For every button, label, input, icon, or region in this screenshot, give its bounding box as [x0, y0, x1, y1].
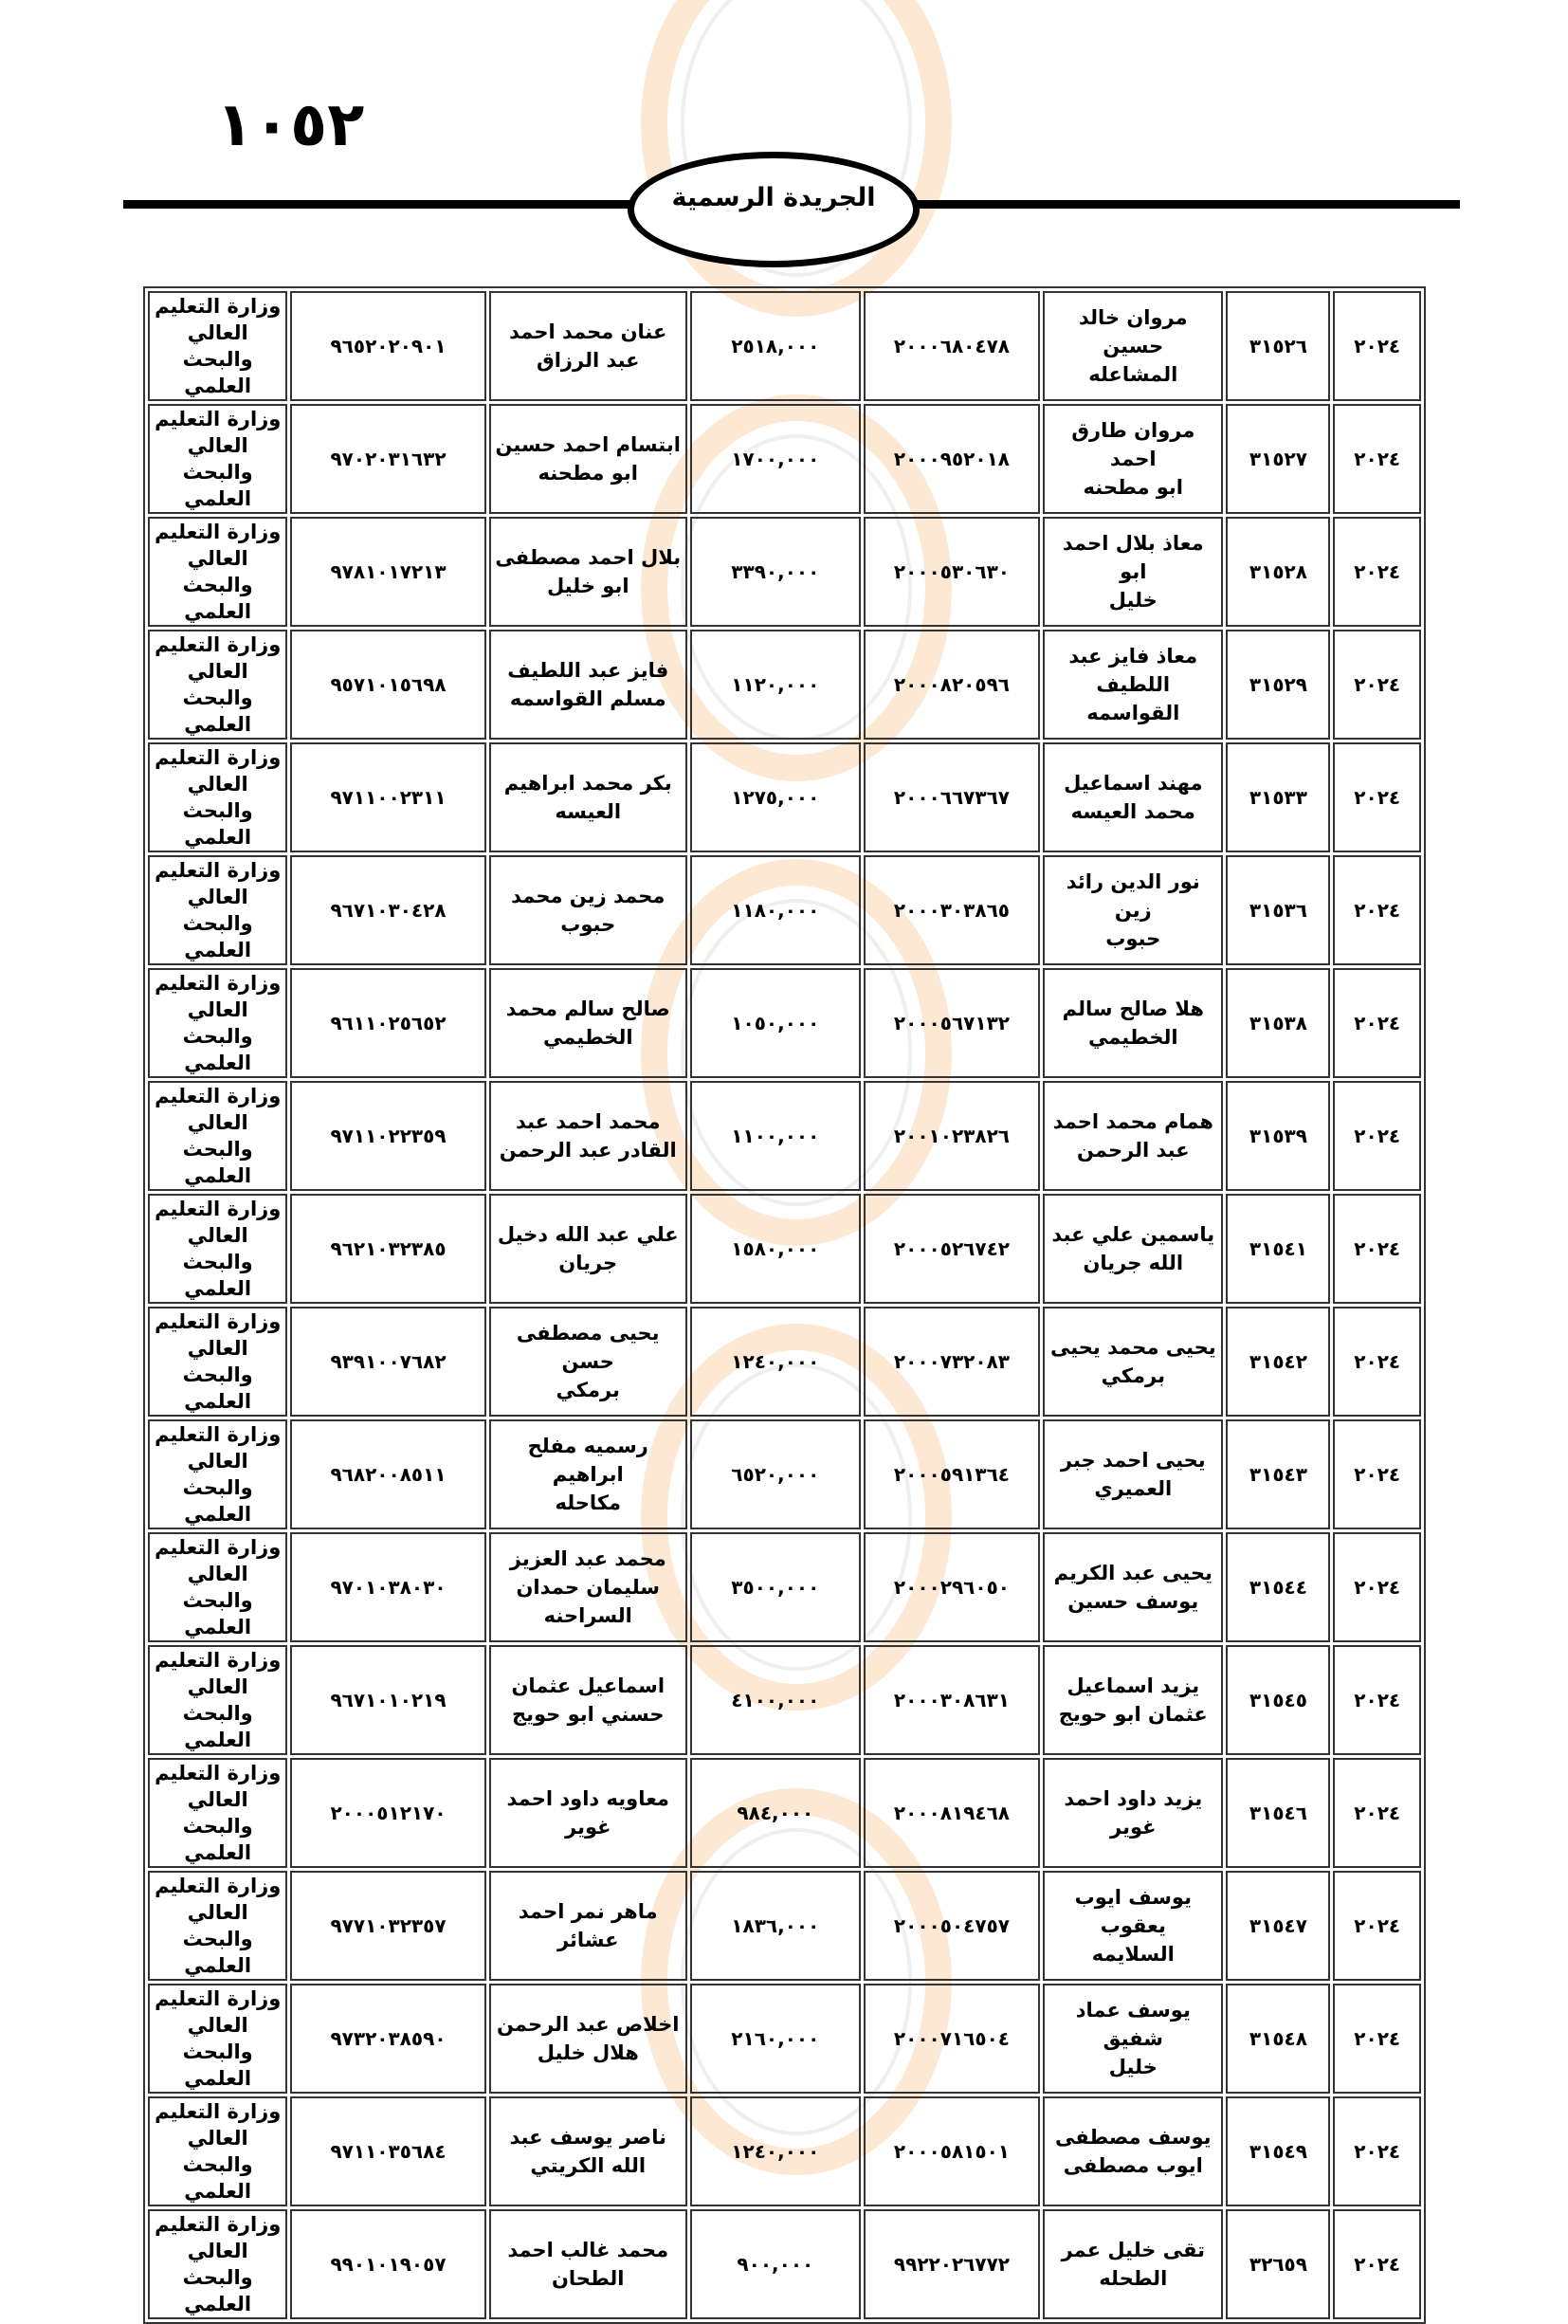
beneficiary-name-cell-line: مسلم القواسمه	[509, 687, 666, 710]
student-name-cell	[1043, 1984, 1223, 2094]
entity-cell	[148, 404, 287, 514]
beneficiary-name-cell	[489, 1194, 687, 1304]
entity-cell-line: العالي والبحث	[182, 660, 253, 709]
account-number-cell: ٩٦٨٢٠٠٨٥١١	[290, 1419, 485, 1529]
table-row	[148, 1645, 1421, 1755]
beneficiary-name-cell-line: صالح سالم محمد	[505, 997, 670, 1020]
student-name-cell-line: غوير	[1110, 1816, 1157, 1839]
student-name-cell	[1043, 1645, 1223, 1755]
year-cell: ٢٠٢٤	[1333, 855, 1421, 965]
national-id-cell: ٢٠٠١٠٢٣٨٢٦	[864, 1081, 1040, 1191]
beneficiary-name-cell-line: بلال احمد مصطفى	[495, 546, 682, 569]
table-row	[148, 855, 1421, 965]
record-number-cell: ٣١٥٣٦	[1226, 855, 1330, 965]
beneficiary-name-cell-line: العيسه	[555, 800, 622, 823]
year-cell: ٢٠٢٤	[1333, 1645, 1421, 1755]
national-id-cell: ٩٩٢٢٠٢٦٧٧٢	[864, 2209, 1040, 2319]
record-number-cell: ٣١٥٤٩	[1226, 2096, 1330, 2206]
entity-cell-line: العالي والبحث	[182, 1224, 253, 1273]
entity-cell-line: العلمي	[184, 2067, 252, 2090]
beneficiary-name-cell-line: محمد عبد العزيز	[509, 1547, 666, 1570]
amount-cell: ١٨٣٦,٠٠٠	[690, 1871, 861, 1981]
beneficiary-name-cell-line: السراحنه	[543, 1604, 632, 1627]
student-name-cell	[1043, 742, 1223, 852]
student-name-cell-line: هلا صالح سالم	[1062, 997, 1204, 1020]
beneficiary-name-cell-line: سليمان حمدان	[516, 1576, 660, 1599]
account-number-cell: ٩٦٧١٠٣٠٤٢٨	[290, 855, 485, 965]
record-number-cell: ٣١٥٤٧	[1226, 1871, 1330, 1981]
table-row	[148, 1758, 1421, 1868]
national-id-cell: ٢٠٠٠٧٣٢٠٨٣	[864, 1307, 1040, 1417]
account-number-cell: ٩٩٠١٠١٩٠٥٧	[290, 2209, 485, 2319]
entity-cell-line: وزارة التعليم	[155, 633, 282, 656]
table-row	[148, 742, 1421, 852]
entity-cell	[148, 1871, 287, 1981]
entity-cell-line: العلمي	[184, 1954, 252, 1977]
amount-cell: ٣٥٠٠,٠٠٠	[690, 1532, 861, 1642]
amount-cell: ١٧٠٠,٠٠٠	[690, 404, 861, 514]
account-number-cell: ٩٥٧١٠١٥٦٩٨	[290, 630, 485, 740]
beneficiary-name-cell-line: ابتسام احمد حسين	[495, 433, 681, 456]
entity-cell	[148, 630, 287, 740]
beneficiary-name-cell-line: ابو مطحنه	[538, 462, 638, 485]
student-name-cell	[1043, 1194, 1223, 1304]
entity-cell-line: وزارة التعليم	[155, 1987, 282, 2010]
beneficiary-name-cell	[489, 1419, 687, 1529]
entity-cell-line: العالي والبحث	[182, 1901, 253, 1950]
beneficiary-name-cell-line: برمكي	[556, 1379, 620, 1401]
beneficiary-name-cell	[489, 855, 687, 965]
student-name-cell	[1043, 630, 1223, 740]
year-cell: ٢٠٢٤	[1333, 1307, 1421, 1417]
year-cell: ٢٠٢٤	[1333, 404, 1421, 514]
amount-cell: ١٠٥٠,٠٠٠	[690, 968, 861, 1078]
entity-cell-line: العلمي	[184, 600, 252, 623]
records-table	[143, 286, 1426, 2324]
entity-cell-line: العلمي	[184, 939, 252, 961]
entity-cell-line: العالي والبحث	[182, 886, 253, 935]
student-name-cell-line: برمكي	[1101, 1364, 1165, 1387]
entity-cell-line: العلمي	[184, 1164, 252, 1187]
beneficiary-name-cell-line: القادر عبد الرحمن	[499, 1139, 677, 1162]
student-name-cell	[1043, 1871, 1223, 1981]
entity-cell-line: وزارة التعليم	[155, 1198, 282, 1220]
student-name-cell-line: خليل	[1108, 589, 1158, 612]
record-number-cell: ٣١٥٣٣	[1226, 742, 1330, 852]
student-name-cell-line: مهند اسماعيل	[1064, 772, 1203, 795]
beneficiary-name-cell	[489, 1532, 687, 1642]
year-cell: ٢٠٢٤	[1333, 968, 1421, 1078]
entity-cell-line: العالي والبحث	[182, 773, 253, 822]
entity-cell	[148, 1081, 287, 1191]
entity-cell-line: العالي والبحث	[182, 547, 253, 596]
entity-cell-line: وزارة التعليم	[155, 1875, 282, 1897]
record-number-cell: ٣١٥٤٦	[1226, 1758, 1330, 1868]
year-cell: ٢٠٢٤	[1333, 1984, 1421, 2094]
beneficiary-name-cell	[489, 1645, 687, 1755]
student-name-cell-line: عثمان ابو حويج	[1058, 1703, 1208, 1726]
entity-cell-line: العالي والبحث	[182, 434, 253, 484]
entity-cell	[148, 517, 287, 627]
page-number: ١٠٥٢	[216, 90, 365, 160]
entity-cell-line: العالي والبحث	[182, 998, 253, 1048]
national-id-cell: ٢٠٠٠٥٨١٥٠١	[864, 2096, 1040, 2206]
gazette-title: الجريدة الرسمية	[671, 183, 876, 212]
amount-cell: ٩٠٠,٠٠٠	[690, 2209, 861, 2319]
national-id-cell: ٢٠٠٠٣٠٨٦٣١	[864, 1645, 1040, 1755]
student-name-cell-line: يحيى محمد يحيى	[1049, 1336, 1216, 1359]
student-name-cell	[1043, 1758, 1223, 1868]
student-name-cell-line: محمد العيسه	[1070, 800, 1195, 823]
table-row	[148, 1984, 1421, 2094]
amount-cell: ١١٢٠,٠٠٠	[690, 630, 861, 740]
beneficiary-name-cell	[489, 404, 687, 514]
account-number-cell: ٢٠٠٠٥١٢١٧٠	[290, 1758, 485, 1868]
entity-cell-line: العلمي	[184, 1277, 252, 1300]
student-name-cell-line: معاذ فايز عبد	[1068, 645, 1198, 668]
record-number-cell: ٣٢٦٥٩	[1226, 2209, 1330, 2319]
amount-cell: ٣٣٩٠,٠٠٠	[690, 517, 861, 627]
beneficiary-name-cell	[489, 2096, 687, 2206]
entity-cell-line: العلمي	[184, 1052, 252, 1074]
national-id-cell: ٢٠٠٠٦٨٠٤٧٨	[864, 291, 1040, 401]
entity-cell-line: العلمي	[184, 375, 252, 397]
beneficiary-name-cell-line: محمد احمد عبد	[515, 1110, 661, 1133]
entity-cell-line: وزارة التعليم	[155, 521, 282, 543]
account-number-cell: ٩٦٢١٠٣٢٣٨٥	[290, 1194, 485, 1304]
beneficiary-name-cell-line: مكاحله	[555, 1491, 622, 1514]
entity-cell-line: العلمي	[184, 1390, 252, 1413]
entity-cell-line: وزارة التعليم	[155, 1085, 282, 1107]
beneficiary-name-cell-line: اسماعيل عثمان	[511, 1674, 665, 1697]
beneficiary-name-cell	[489, 1307, 687, 1417]
entity-cell-line: العالي والبحث	[182, 1111, 253, 1161]
amount-cell: ٤١٠٠,٠٠٠	[690, 1645, 861, 1755]
entity-cell-line: وزارة التعليم	[155, 1310, 282, 1333]
beneficiary-name-cell-line: اخلاص عبد الرحمن	[497, 2013, 680, 2036]
student-name-cell-line: السلايمه	[1091, 1943, 1175, 1966]
beneficiary-name-cell	[489, 291, 687, 401]
student-name-cell	[1043, 404, 1223, 514]
entity-cell-line: وزارة التعليم	[155, 408, 282, 430]
student-name-cell-line: يوسف ايوب يعقوب	[1074, 1886, 1192, 1937]
entity-cell-line: وزارة التعليم	[155, 1649, 282, 1672]
national-id-cell: ٢٠٠٠٥٩١٣٦٤	[864, 1419, 1040, 1529]
student-name-cell-line: اللطيف القواسمه	[1086, 673, 1180, 724]
account-number-cell: ٩٧٧١٠٣٢٣٥٧	[290, 1871, 485, 1981]
beneficiary-name-cell-line: ناصر يوسف عبد	[509, 2126, 666, 2149]
national-id-cell: ٢٠٠٠٦٦٧٣٦٧	[864, 742, 1040, 852]
student-name-cell	[1043, 2096, 1223, 2206]
student-name-cell-line: الطحله	[1099, 2267, 1168, 2290]
account-number-cell: ٩٦٥٢٠٢٠٩٠١	[290, 291, 485, 401]
student-name-cell-line: يوسف مصطفى	[1055, 2126, 1212, 2149]
student-name-cell-line: يوسف حسين	[1067, 1590, 1199, 1613]
table-row	[148, 1307, 1421, 1417]
account-number-cell: ٩٧٣٢٠٣٨٥٩٠	[290, 1984, 485, 2094]
record-number-cell: ٣١٥٢٦	[1226, 291, 1330, 401]
beneficiary-name-cell-line: الخطيمي	[542, 1026, 633, 1049]
entity-cell	[148, 1532, 287, 1642]
entity-cell-line: وزارة التعليم	[155, 1762, 282, 1784]
entity-cell-line: وزارة التعليم	[155, 1536, 282, 1559]
entity-cell	[148, 968, 287, 1078]
amount-cell: ١١٠٠,٠٠٠	[690, 1081, 861, 1191]
beneficiary-name-cell	[489, 742, 687, 852]
year-cell: ٢٠٢٤	[1333, 1194, 1421, 1304]
student-name-cell-line: الله جريان	[1083, 1252, 1184, 1274]
student-name-cell	[1043, 1081, 1223, 1191]
records-table-container	[143, 286, 1426, 2324]
entity-cell-line: العلمي	[184, 487, 252, 510]
entity-cell-line: وزارة التعليم	[155, 859, 282, 882]
student-name-cell	[1043, 1307, 1223, 1417]
student-name-cell-line: يحيى احمد جبر	[1060, 1449, 1206, 1472]
table-row	[148, 291, 1421, 401]
beneficiary-name-cell-line: محمد زين محمد	[511, 885, 665, 907]
beneficiary-name-cell-line: فايز عبد اللطيف	[507, 659, 669, 682]
beneficiary-name-cell	[489, 2209, 687, 2319]
student-name-cell-line: همام محمد احمد	[1052, 1110, 1213, 1133]
entity-cell-line: وزارة التعليم	[155, 972, 282, 995]
amount-cell: ١٥٨٠,٠٠٠	[690, 1194, 861, 1304]
national-id-cell: ٢٠٠٠٥٢٦٧٤٢	[864, 1194, 1040, 1304]
entity-cell-line: العالي والبحث	[182, 2240, 253, 2289]
year-cell: ٢٠٢٤	[1333, 1532, 1421, 1642]
beneficiary-name-cell	[489, 968, 687, 1078]
beneficiary-name-cell	[489, 1081, 687, 1191]
entity-cell-line: وزارة التعليم	[155, 746, 282, 769]
beneficiary-name-cell-line: يحيى مصطفى حسن	[516, 1322, 660, 1373]
entity-cell-line: العالي والبحث	[182, 1563, 253, 1612]
entity-cell-line: العلمي	[184, 826, 252, 849]
student-name-cell-line: معاذ بلال احمد ابو	[1062, 532, 1204, 583]
entity-cell	[148, 742, 287, 852]
entity-cell	[148, 291, 287, 401]
table-row	[148, 404, 1421, 514]
national-id-cell: ٢٠٠٠٨١٩٤٦٨	[864, 1758, 1040, 1868]
beneficiary-name-cell	[489, 1758, 687, 1868]
account-number-cell: ٩٧١١٠٠٢٣١١	[290, 742, 485, 852]
account-number-cell: ٩٧١١٠٢٢٣٥٩	[290, 1081, 485, 1191]
national-id-cell: ٢٠٠٠٣٠٣٨٦٥	[864, 855, 1040, 965]
national-id-cell: ٢٠٠٠٧١٦٥٠٤	[864, 1984, 1040, 2094]
table-row	[148, 630, 1421, 740]
entity-cell-line: العلمي	[184, 1729, 252, 1751]
record-number-cell: ٣١٥٤٤	[1226, 1532, 1330, 1642]
national-id-cell: ٢٠٠٠٢٩٦٠٥٠	[864, 1532, 1040, 1642]
year-cell: ٢٠٢٤	[1333, 1871, 1421, 1981]
beneficiary-name-cell-line: الطحان	[552, 2267, 625, 2290]
national-id-cell: ٢٠٠٠٥٣٠٦٣٠	[864, 517, 1040, 627]
student-name-cell-line: العميري	[1094, 1477, 1173, 1500]
beneficiary-name-cell-line: الله الكريتي	[530, 2154, 647, 2177]
record-number-cell: ٣١٥٣٩	[1226, 1081, 1330, 1191]
year-cell: ٢٠٢٤	[1333, 2209, 1421, 2319]
record-number-cell: ٣١٥٤٢	[1226, 1307, 1330, 1417]
year-cell: ٢٠٢٤	[1333, 1081, 1421, 1191]
beneficiary-name-cell	[489, 630, 687, 740]
entity-cell-line: وزارة التعليم	[155, 295, 282, 318]
account-number-cell: ٩٧٠٢٠٣١٦٣٢	[290, 404, 485, 514]
entity-cell	[148, 1194, 287, 1304]
year-cell: ٢٠٢٤	[1333, 1419, 1421, 1529]
student-name-cell-line: الخطيمي	[1087, 1026, 1178, 1049]
student-name-cell-line: يزيد داود احمد	[1064, 1787, 1203, 1810]
beneficiary-name-cell-line: معاويه داود احمد	[506, 1787, 669, 1810]
beneficiary-name-cell-line: هلال خليل	[537, 2041, 639, 2064]
year-cell: ٢٠٢٤	[1333, 2096, 1421, 2206]
entity-cell-line: العلمي	[184, 2180, 252, 2203]
student-name-cell-line: عبد الرحمن	[1076, 1139, 1190, 1162]
beneficiary-name-cell-line: جريان	[558, 1252, 618, 1274]
account-number-cell: ٩٦١١٠٢٥٦٥٢	[290, 968, 485, 1078]
student-name-cell-line: المشاعله	[1088, 363, 1178, 386]
beneficiary-name-cell-line: غوير	[565, 1816, 611, 1839]
record-number-cell: ٣١٥٤٨	[1226, 1984, 1330, 2094]
beneficiary-name-cell-line: عشائر	[556, 1929, 619, 1951]
table-row	[148, 1532, 1421, 1642]
record-number-cell: ٣١٥٢٨	[1226, 517, 1330, 627]
student-name-cell	[1043, 1532, 1223, 1642]
beneficiary-name-cell-line: رسميه مفلح ابراهيم	[527, 1435, 648, 1486]
record-number-cell: ٣١٥٤١	[1226, 1194, 1330, 1304]
beneficiary-name-cell-line: محمد غالب احمد	[507, 2239, 669, 2261]
entity-cell	[148, 2209, 287, 2319]
entity-cell-line: العلمي	[184, 1616, 252, 1638]
student-name-cell	[1043, 855, 1223, 965]
table-row	[148, 1194, 1421, 1304]
beneficiary-name-cell-line: ماهر نمر احمد	[518, 1900, 658, 1923]
year-cell: ٢٠٢٤	[1333, 517, 1421, 627]
table-row	[148, 1871, 1421, 1981]
beneficiary-name-cell	[489, 517, 687, 627]
national-id-cell: ٢٠٠٠٩٥٢٠١٨	[864, 404, 1040, 514]
amount-cell: ٦٥٢٠,٠٠٠	[690, 1419, 861, 1529]
table-row	[148, 2096, 1421, 2206]
table-row	[148, 2209, 1421, 2319]
entity-cell-line: العالي والبحث	[182, 321, 253, 371]
amount-cell: ٢١٦٠,٠٠٠	[690, 1984, 861, 2094]
entity-cell	[148, 1758, 287, 1868]
student-name-cell-line: نور الدين رائد زين	[1066, 870, 1200, 922]
entity-cell	[148, 1307, 287, 1417]
amount-cell: ١٢٤٠,٠٠٠	[690, 2096, 861, 2206]
student-name-cell-line: حبوب	[1105, 927, 1161, 950]
amount-cell: ١٢٤٠,٠٠٠	[690, 1307, 861, 1417]
entity-cell-line: العالي والبحث	[182, 2127, 253, 2176]
table-row	[148, 1081, 1421, 1191]
amount-cell: ٩٨٤,٠٠٠	[690, 1758, 861, 1868]
table-row	[148, 517, 1421, 627]
student-name-cell-line: يحيى عبد الكريم	[1053, 1562, 1212, 1584]
student-name-cell-line: مروان خالد حسين	[1078, 306, 1188, 357]
table-row	[148, 1419, 1421, 1529]
record-number-cell: ٣١٥٤٥	[1226, 1645, 1330, 1755]
year-cell: ٢٠٢٤	[1333, 1758, 1421, 1868]
entity-cell-line: العالي والبحث	[182, 1788, 253, 1838]
national-id-cell: ٢٠٠٠٥٠٤٧٥٧	[864, 1871, 1040, 1981]
entity-cell-line: العلمي	[184, 1503, 252, 1526]
entity-cell	[148, 1419, 287, 1529]
entity-cell-line: العالي والبحث	[182, 2014, 253, 2063]
beneficiary-name-cell-line: ابو خليل	[546, 575, 629, 597]
beneficiary-name-cell-line: حسني ابو حويج	[511, 1703, 665, 1726]
amount-cell: ١٢٧٥,٠٠٠	[690, 742, 861, 852]
account-number-cell: ٩٦٧١٠١٠٢١٩	[290, 1645, 485, 1755]
record-number-cell: ٣١٥٢٩	[1226, 630, 1330, 740]
account-number-cell: ٩٣٩١٠٠٧٦٨٢	[290, 1307, 485, 1417]
year-cell: ٢٠٢٤	[1333, 291, 1421, 401]
student-name-cell	[1043, 968, 1223, 1078]
student-name-cell-line: خليل	[1108, 2056, 1158, 2078]
gazette-title-oval	[628, 152, 920, 267]
account-number-cell: ٩٧٠١٠٣٨٠٣٠	[290, 1532, 485, 1642]
student-name-cell	[1043, 1419, 1223, 1529]
beneficiary-name-cell-line: عبد الرزاق	[536, 349, 640, 372]
entity-cell	[148, 2096, 287, 2206]
student-name-cell-line: ايوب مصطفى	[1063, 2154, 1203, 2177]
record-number-cell: ٣١٥٢٧	[1226, 404, 1330, 514]
student-name-cell-line: يوسف عماد شفيق	[1075, 1999, 1191, 2050]
entity-cell	[148, 1645, 287, 1755]
entity-cell-line: وزارة التعليم	[155, 1423, 282, 1446]
beneficiary-name-cell	[489, 1984, 687, 2094]
entity-cell-line: العالي والبحث	[182, 1450, 253, 1499]
record-number-cell: ٣١٥٣٨	[1226, 968, 1330, 1078]
national-id-cell: ٢٠٠٠٥٦٧١٣٢	[864, 968, 1040, 1078]
student-name-cell-line: يزيد اسماعيل	[1067, 1674, 1200, 1697]
amount-cell: ١١٨٠,٠٠٠	[690, 855, 861, 965]
account-number-cell: ٩٧١١٠٣٥٦٨٤	[290, 2096, 485, 2206]
entity-cell-line: العالي والبحث	[182, 1675, 253, 1725]
entity-cell	[148, 855, 287, 965]
student-name-cell	[1043, 291, 1223, 401]
student-name-cell-line: ياسمين علي عبد	[1051, 1223, 1215, 1246]
record-number-cell: ٣١٥٤٣	[1226, 1419, 1330, 1529]
student-name-cell	[1043, 2209, 1223, 2319]
beneficiary-name-cell	[489, 1871, 687, 1981]
year-cell: ٢٠٢٤	[1333, 630, 1421, 740]
student-name-cell	[1043, 517, 1223, 627]
student-name-cell-line: تقى خليل عمر	[1061, 2239, 1205, 2261]
table-row	[148, 968, 1421, 1078]
entity-cell-line: العلمي	[184, 2293, 252, 2315]
entity-cell	[148, 1984, 287, 2094]
entity-cell-line: وزارة التعليم	[155, 2213, 282, 2236]
beneficiary-name-cell-line: حبوب	[560, 913, 616, 936]
entity-cell-line: وزارة التعليم	[155, 2100, 282, 2123]
student-name-cell-line: ابو مطحنه	[1083, 476, 1184, 499]
beneficiary-name-cell-line: علي عبد الله دخيل	[497, 1223, 679, 1246]
student-name-cell-line: مروان طارق احمد	[1071, 419, 1195, 470]
beneficiary-name-cell-line: عنان محمد احمد	[509, 320, 667, 343]
account-number-cell: ٩٧٨١٠١٧٢١٣	[290, 517, 485, 627]
amount-cell: ٢٥١٨,٠٠٠	[690, 291, 861, 401]
entity-cell-line: العالي والبحث	[182, 1337, 253, 1386]
year-cell: ٢٠٢٤	[1333, 742, 1421, 852]
entity-cell-line: العلمي	[184, 713, 252, 736]
national-id-cell: ٢٠٠٠٨٢٠٥٩٦	[864, 630, 1040, 740]
entity-cell-line: العلمي	[184, 1841, 252, 1864]
beneficiary-name-cell-line: بكر محمد ابراهيم	[503, 772, 672, 795]
